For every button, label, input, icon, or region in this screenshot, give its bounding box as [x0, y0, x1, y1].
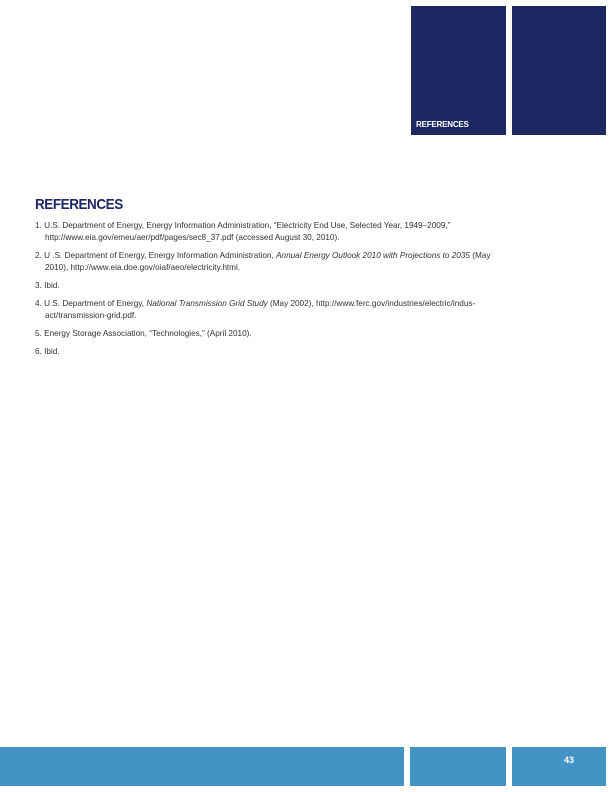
section-tab-label: REFERENCES	[416, 120, 469, 129]
references-list	[35, 220, 505, 364]
reference-item: 5. Energy Storage Association, “Technologies,” (April 2010).	[35, 329, 252, 339]
reference-item: 1. U.S. Department of Energy, Energy Information Administration, “Electricity End Use, Selected Year, 1949–2009,” http://www.eia.gov/emeu/aer/pdf/pages/sec8_37.pdf (accessed August 30, 2010).	[35, 221, 451, 243]
footer-page-block	[512, 747, 606, 786]
reference-item: 3. Ibid.	[35, 281, 60, 291]
footer-bar	[410, 747, 506, 786]
page-title: REFERENCES	[35, 196, 123, 213]
section-tab-block	[411, 6, 506, 135]
footer-bar	[0, 747, 404, 786]
decorative-block	[512, 6, 606, 135]
reference-item: 4. U.S. Department of Energy, National Transmission Grid Study (May 2002), http://www.ferc.gov/industries/electric/indus-act/transmission-grid.pdf.	[35, 298, 476, 321]
reference-item: 6. Ibid.	[35, 346, 60, 356]
reference-item: 2. U .S. Department of Energy, Energy Information Administration, Annual Energy Outlook 2010 with Projections to 2035 (May 2010), http://www.eia.doe.gov/oiaf/aeo/electricity.html.	[35, 251, 491, 273]
page-number: 43	[564, 755, 575, 765]
